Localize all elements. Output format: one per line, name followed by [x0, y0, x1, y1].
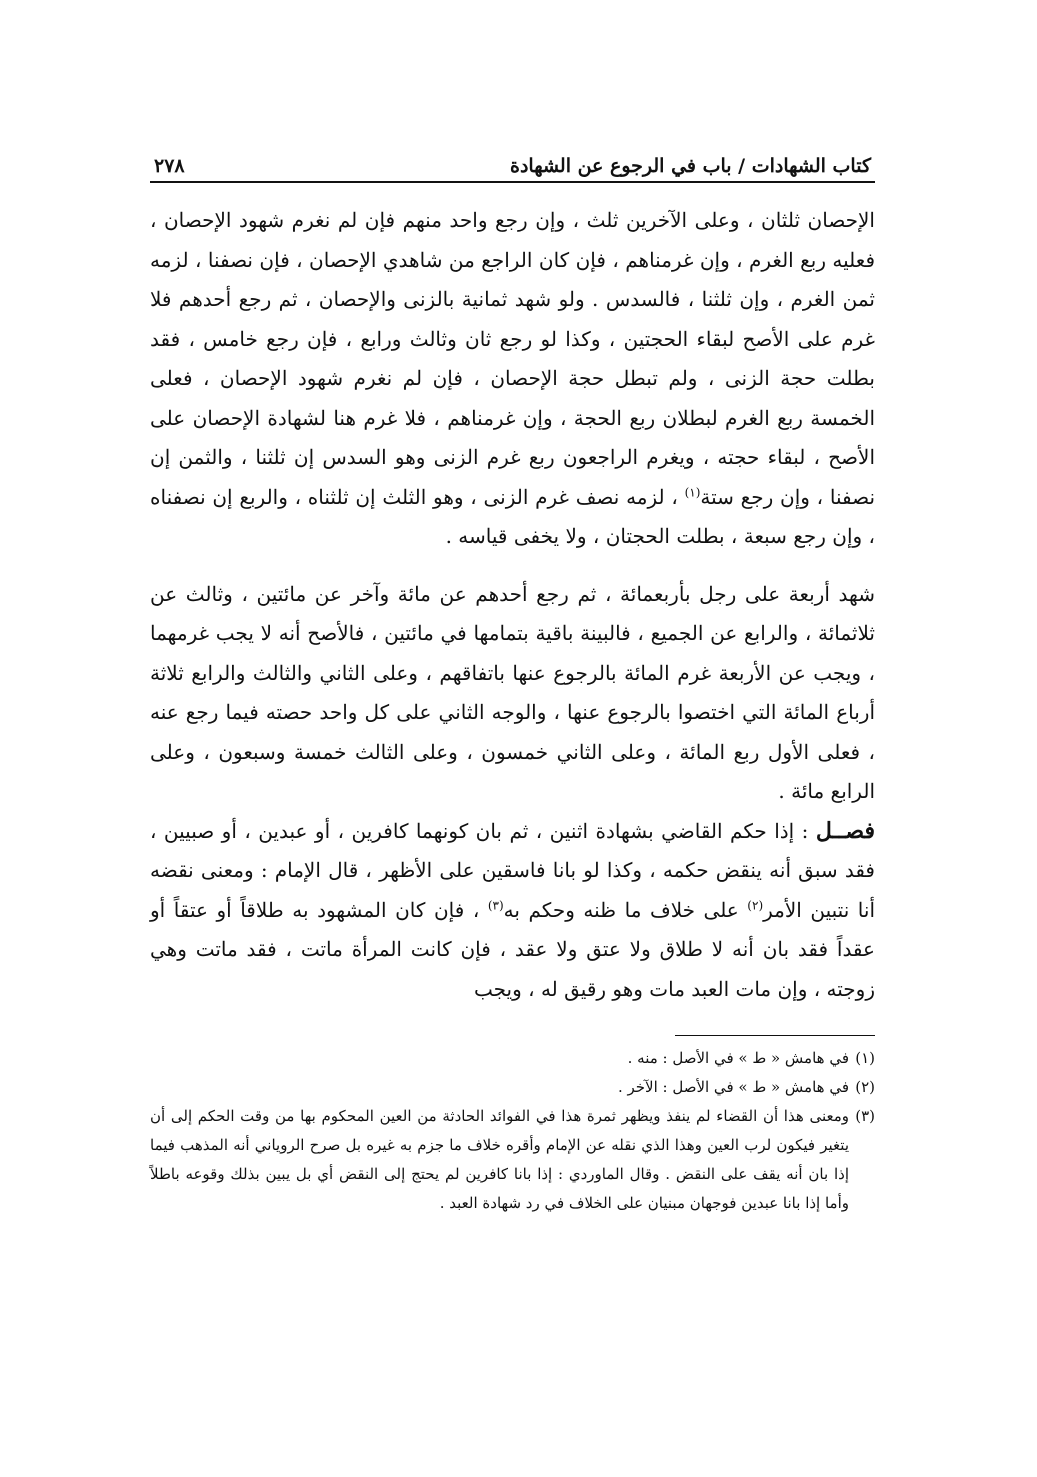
- footnote-1-number: (١): [855, 1049, 875, 1067]
- fasl-text-2: على خلاف ما ظنه وحكم به: [503, 897, 739, 922]
- footnote-ref-3: (٣): [487, 897, 504, 912]
- book-page: [150, 135, 875, 1218]
- footnote-rule: [675, 1035, 875, 1036]
- footnote-1: [150, 1044, 875, 1073]
- paragraph-1: [150, 201, 875, 557]
- paragraph-2-text: شهد أربعة على رجل بأربعمائة ، ثم رجع أحدهم عن مائة وآخر عن مائتين ، وثالث عن ثلاثمائة ، والرابع عن الجميع ، فالبينة باقية بتمامها في مائتين ، فالأصح أنه لا يجب غرمهما ، ويجب عن الأربعة غرم المائة بالرجوع عنها باتفاقهم ، وعلى الثاني والثالث والرابع ثلاثة أرباع المائة التي اختصوا بالرجوع عنها ، والوجه الثاني على كل واحد حصته فيما رجع عنه ، فعلى الأول ربع المائة ، وعلى الثاني خمسون ، وعلى الثالث خمسة وسبعون ، وعلى الرابع مائة .: [150, 581, 875, 803]
- header-rule: [150, 181, 875, 183]
- footnote-2-text: في هامش « ط » في الأصل : الآخر .: [617, 1078, 849, 1096]
- footnote-2-number: (٢): [855, 1078, 875, 1096]
- footnote-ref-2: (٢): [747, 897, 764, 912]
- paragraph-1-text-after: ، لزمه نصف غرم الزنى ، وهو الثلث إن ثلثناه ، والربع إن نصفناه ، وإن رجع سبعة ، بطلت الحجتان ، ولا يخفى قياسه .: [150, 484, 875, 548]
- footnotes: [150, 1044, 875, 1218]
- footnote-1-text: في هامش « ط » في الأصل : منه .: [627, 1049, 849, 1067]
- fasl-text-1: إذا حكم القاضي بشهادة اثنين ، ثم بان كونهما كافرين ، أو عبدين ، أو صبيين ، فقد سبق أنه ينقض حكمه ، وكذا لو بانا فاسقين على الأظهر ، قال الإمام : ومعنى نقضه أنا نتبين الأمر: [150, 818, 876, 922]
- page-number: ٢٧٨: [154, 155, 185, 177]
- footnote-3-number: (٣): [855, 1107, 875, 1125]
- fasl-heading: فصــل: [815, 817, 875, 844]
- footnote-ref-1: (١): [684, 484, 701, 499]
- page-header: [150, 135, 875, 181]
- fasl-text-3: ، فإن كان المشهود به طلاقاً أو عتقاً أو عقداً فقد بان أنه لا طلاق ولا عتق ولا عقد ، فإن كانت المرأة ماتت ، فقد ماتت وهي زوجته ، وإن مات العبد مات وهو رقيق له ، ويجب: [150, 897, 875, 1001]
- running-title: كتاب الشهادات / باب في الرجوع عن الشهادة: [510, 155, 871, 177]
- footnote-3: [150, 1102, 875, 1218]
- main-text: [150, 201, 875, 1009]
- paragraph-1-text: الإحصان ثلثان ، وعلى الآخرين ثلث ، وإن رجع واحد منهم فإن لم نغرم شهود الإحصان ، فعليه ربع الغرم ، وإن غرمناهم ، فإن كان الراجع من شاهدي الإحصان ، فإن نصفنا ، لزمه ثمن الغرم ، وإن ثلثنا ، فالسدس . ولو شهد ثمانية بالزنى والإحصان ، ثم رجع أحدهم فلا غرم على الأصح لبقاء الحجتين ، وكذا لو رجع ثان وثالث ورابع ، فإن رجع خامس ، فقد بطلت حجة الزنى ، ولم تبطل حجة الإحصان ، فإن لم نغرم شهود الإحصان ، فعلى الخمسة ربع الغرم لبطلان ربع الحجة ، وإن غرمناهم ، فلا غرم هنا لشهادة الإحصان على الأصح ، لبقاء حجته ، ويغرم الراجعون ربع غرم الزنى وهو السدس إن ثلثنا ، والثمن إن نصفنا ، وإن رجع ستة: [150, 208, 876, 509]
- paragraph-2: [150, 575, 875, 812]
- fasl-paragraph: [150, 812, 875, 1010]
- fasl-colon: :: [794, 818, 816, 843]
- footnote-2: [150, 1073, 875, 1102]
- footnote-3-text: ومعنى هذا أن القضاء لم ينفذ ويظهر ثمرة هذا في الفوائد الحادثة من العين المحكوم بها من وقت الحكم إلى أن يتغير فيكون لرب العين وهذا الذي نقله عن الإمام وأقره خلاف ما جزم به غيره بل صرح الروياني أنه المذهب فيما إذا بان أنه يقف على النقض . وقال الماوردي : إذا بانا كافرين لم يحتج إلى النقض أي بل يبين بذلك وقوعه باطلاً وأما إذا بانا عبدين فوجهان مبنيان على الخلاف في رد شهادة العبد .: [150, 1107, 849, 1212]
